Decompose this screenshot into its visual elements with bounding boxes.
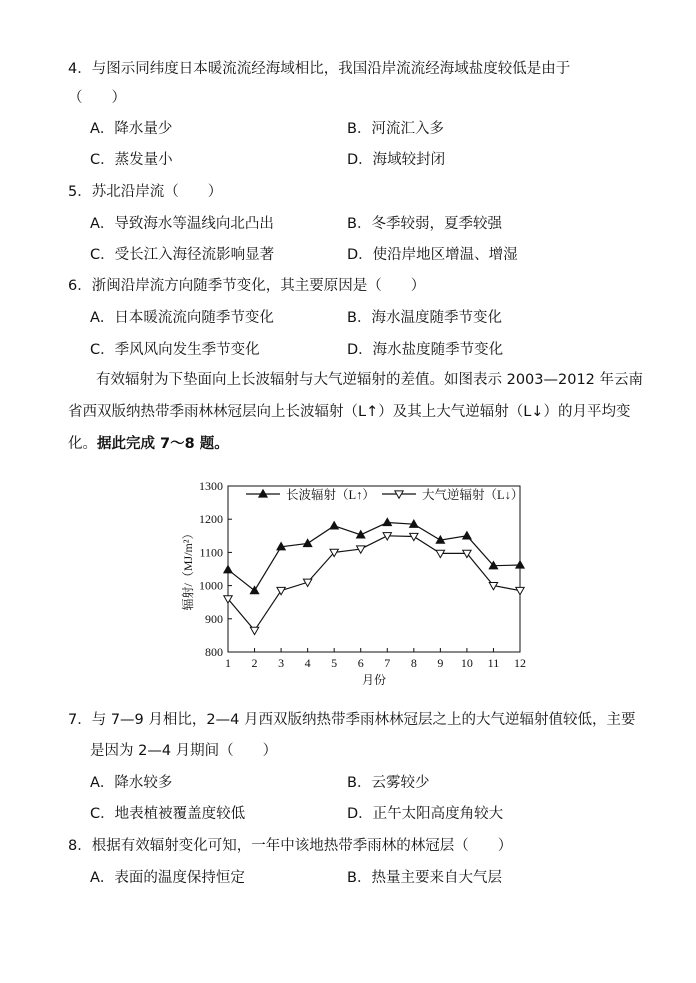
q8-stem: 8．根据有效辐射变化可知，一年中该地热带季雨林的林冠层（ ） [68, 838, 513, 854]
q4-option-b: B．河流汇入多 [347, 121, 444, 137]
x-tick-label: 2 [251, 656, 258, 670]
x-tick-label: 3 [278, 656, 285, 670]
data-point [303, 539, 311, 546]
data-point [277, 587, 285, 594]
data-point [383, 518, 391, 525]
y-tick-label: 900 [205, 611, 223, 626]
q6-option-b: B．海水温度随季节变化 [347, 310, 502, 326]
q4-option-d: D．海域较封闭 [347, 152, 446, 168]
chart-series [224, 518, 524, 634]
q4-stem-line2: （ ） [68, 90, 126, 106]
chart-x-axis-label: 月份 [361, 673, 387, 687]
chart-legend [246, 487, 523, 502]
series-longwave-up [224, 518, 524, 593]
plot-frame [228, 486, 520, 652]
x-tick-label: 6 [357, 656, 364, 670]
chart-x-ticks [225, 648, 526, 670]
legend-label: 长波辐射（L↑） [286, 488, 375, 502]
q8-option-a: A．表面的温度保持恒定 [90, 870, 245, 886]
data-point [250, 627, 258, 634]
series-counter-down [224, 533, 524, 635]
series-line [228, 536, 520, 631]
passage-line3 [68, 434, 229, 454]
y-tick-label: 800 [205, 645, 223, 659]
data-point [250, 586, 258, 593]
data-point [516, 587, 524, 594]
y-tick-label: 1000 [199, 578, 223, 593]
q6-option-a: A．日本暖流流向随季节变化 [90, 310, 274, 326]
data-point [463, 532, 471, 539]
q5-option-c: C．受长江入海径流影响显著 [90, 247, 275, 263]
q4-option-a: A．降水量少 [90, 121, 173, 137]
y-tick-label: 1100 [199, 545, 223, 560]
q6-stem: 6．浙闽沿岸流方向随季节变化，其主要原因是（ ） [68, 278, 426, 294]
passage-line3-instruction: 据此完成 7～8 题。 [97, 436, 229, 452]
y-tick-label: 1200 [199, 512, 223, 527]
data-point [330, 522, 338, 529]
q5-option-d: D．使沿岸地区增温、增湿 [347, 247, 518, 263]
passage-line1: 有效辐射为下垫面向上长波辐射与大气逆辐射的差值。如图表示 2003—2012 年云南 [96, 372, 644, 388]
q5-stem: 5．苏北沿岸流（ ） [68, 184, 223, 200]
passage-line2: 省西双版纳热带季雨林林冠层向上长波辐射（L↑）及其上大气逆辐射（L↓）的月平均变 [68, 404, 631, 420]
q6-option-d: D．海水盐度随季节变化 [347, 342, 504, 358]
q7-option-a: A．降水较多 [90, 775, 173, 791]
q8-option-b: B．热量主要来自大气层 [347, 870, 502, 886]
radiation-line-chart [170, 476, 530, 694]
data-point [224, 565, 232, 572]
x-tick-label: 10 [460, 656, 473, 670]
x-tick-label: 8 [410, 656, 417, 670]
q7-option-c: C．地表植被覆盖度较低 [90, 806, 246, 822]
chart-y-axis-label: 辐射/（MJ/m²） [181, 527, 195, 611]
chart-axes [228, 486, 520, 652]
q5-option-b: B．冬季较弱，夏季较强 [347, 216, 502, 232]
x-tick-label: 12 [514, 656, 526, 670]
q5-option-a: A．导致海水等温线向北凸出 [90, 216, 274, 232]
q4-stem-line1: 4．与图示同纬度日本暖流流经海域相比，我国沿岸流流经海域盐度较低是由于 [68, 61, 571, 77]
q7-option-b: B．云雾较少 [347, 775, 430, 791]
y-tick-label: 1300 [199, 479, 223, 493]
x-tick-label: 4 [304, 656, 311, 670]
x-tick-label: 11 [487, 656, 500, 670]
q6-option-c: C．季风风向发生季节变化 [90, 342, 260, 358]
x-tick-label: 7 [384, 656, 391, 670]
q7-stem-line2: 是因为 2—4 月期间（ ） [90, 743, 278, 759]
x-tick-label: 5 [331, 656, 338, 670]
q7-option-d: D．正午太阳高度角较大 [347, 806, 504, 822]
legend-label: 大气逆辐射（L↓） [422, 488, 524, 502]
x-tick-label: 1 [225, 656, 231, 670]
q4-option-c: C．蒸发量小 [90, 152, 173, 168]
series-line [228, 523, 520, 591]
passage-line3-prefix: 化。 [68, 436, 97, 452]
q7-stem-line1: 7．与 7—9 月相比，2—4 月西双版纳热带季雨林林冠层之上的大气逆辐射值较低，主要 [68, 712, 636, 728]
x-tick-label: 9 [437, 656, 444, 670]
